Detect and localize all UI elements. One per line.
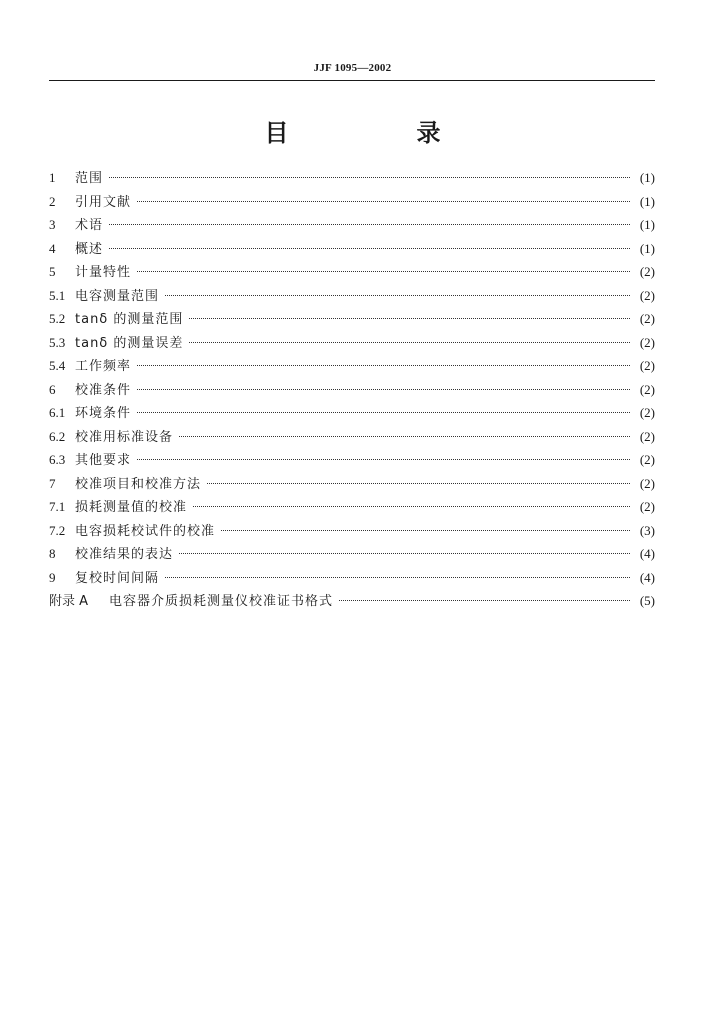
toc-entry-label: 电容器介质损耗测量仪校准证书格式 bbox=[109, 594, 334, 609]
toc-entry-label: 复校时间间隔 bbox=[75, 570, 160, 586]
toc-entry-page: (1) bbox=[639, 240, 655, 256]
toc-entry-page: (2) bbox=[639, 311, 655, 326]
toc-entry-page: (2) bbox=[639, 428, 655, 444]
toc-entry-page: (3) bbox=[639, 522, 655, 538]
toc-entry-page: (2) bbox=[639, 475, 655, 491]
dot-leader bbox=[207, 483, 630, 484]
toc-entry-label: 校准结果的表达 bbox=[75, 547, 174, 562]
toc-entry-page: (2) bbox=[639, 405, 655, 420]
toc-entry-number: 6.1 bbox=[49, 405, 66, 420]
dot-leader bbox=[109, 177, 630, 178]
toc-entry-number: 7.1 bbox=[49, 499, 66, 514]
toc-entry-page: (2) bbox=[639, 264, 655, 279]
dot-leader bbox=[137, 201, 630, 202]
toc-entry-number: 7.2 bbox=[49, 522, 66, 538]
toc-entry-number: 8 bbox=[49, 546, 56, 561]
toc-entry-6[interactable] bbox=[49, 378, 655, 402]
toc-entry-label: 范围 bbox=[75, 171, 104, 186]
dot-leader bbox=[137, 389, 630, 390]
toc-entry-label: 概述 bbox=[75, 241, 104, 257]
toc-entry-label: 环境条件 bbox=[75, 406, 132, 421]
toc-entry-page: (5) bbox=[639, 593, 655, 608]
toc-entry-2[interactable] bbox=[49, 190, 655, 214]
dot-leader bbox=[165, 295, 630, 296]
toc-entry-number: 2 bbox=[49, 193, 56, 209]
toc-entry-label: tanδ 的测量误差 bbox=[75, 335, 184, 351]
toc-entry-page: (4) bbox=[639, 546, 655, 561]
toc-entry-label: 引用文献 bbox=[75, 194, 132, 210]
toc-entry-6-3[interactable] bbox=[49, 448, 655, 472]
toc-entry-page: (1) bbox=[639, 193, 655, 209]
toc-entry-number: 3 bbox=[49, 217, 56, 232]
dot-leader bbox=[137, 271, 630, 272]
toc-entry-label: tanδ 的测量范围 bbox=[75, 312, 184, 327]
toc-entry-page: (2) bbox=[639, 358, 655, 373]
toc-entry-6-1[interactable] bbox=[49, 401, 655, 425]
toc-title: 目 录 bbox=[264, 119, 493, 147]
toc-entry-number: 6 bbox=[49, 381, 56, 397]
table-of-contents bbox=[49, 166, 655, 613]
toc-entry-number: 4 bbox=[49, 240, 56, 256]
toc-entry-7[interactable] bbox=[49, 472, 655, 496]
toc-entry-page: (1) bbox=[639, 170, 655, 185]
toc-entry-5[interactable] bbox=[49, 260, 655, 284]
dot-leader bbox=[221, 530, 630, 531]
toc-entry-5-2[interactable] bbox=[49, 307, 655, 331]
toc-entry-number: 1 bbox=[49, 170, 56, 185]
toc-entry-page: (2) bbox=[639, 334, 655, 350]
toc-entry-1[interactable] bbox=[49, 166, 655, 190]
dot-leader bbox=[193, 506, 630, 507]
toc-entry-page: (2) bbox=[639, 499, 655, 514]
toc-entry-label: 术语 bbox=[75, 218, 104, 233]
toc-entry-label: 其他要求 bbox=[75, 453, 132, 468]
toc-entry-label: 电容损耗校试件的校准 bbox=[75, 523, 216, 539]
toc-entry-page: (2) bbox=[639, 287, 655, 303]
dot-leader bbox=[137, 365, 630, 366]
toc-entry-7-1[interactable] bbox=[49, 495, 655, 519]
toc-entry-5-4[interactable] bbox=[49, 354, 655, 378]
toc-entry-label: 计量特性 bbox=[75, 265, 132, 280]
toc-entry-label: 电容测量范围 bbox=[75, 288, 160, 304]
toc-entry-4[interactable] bbox=[49, 237, 655, 261]
toc-entry-6-2[interactable] bbox=[49, 425, 655, 449]
document-code: JJF 1095—2002 bbox=[313, 62, 392, 74]
dot-leader bbox=[339, 600, 630, 601]
toc-entry-8[interactable] bbox=[49, 542, 655, 566]
dot-leader bbox=[189, 342, 630, 343]
toc-entry-label: 校准条件 bbox=[75, 382, 132, 398]
dot-leader bbox=[165, 577, 630, 578]
toc-entry-number: 7 bbox=[49, 475, 56, 491]
dot-leader bbox=[109, 224, 630, 225]
toc-entry-page: (1) bbox=[639, 217, 655, 232]
toc-entry-number: 6.3 bbox=[49, 452, 66, 467]
toc-entry-label: 校准用标准设备 bbox=[75, 429, 174, 445]
dot-leader bbox=[179, 436, 630, 437]
toc-entry-number: 6.2 bbox=[49, 428, 66, 444]
toc-entry-number: 9 bbox=[49, 569, 56, 585]
toc-entry-page: (4) bbox=[639, 569, 655, 585]
toc-entry-number: 5 bbox=[49, 264, 56, 279]
toc-entry-label: 工作频率 bbox=[75, 359, 132, 374]
toc-entry-7-2[interactable] bbox=[49, 519, 655, 543]
toc-entry-page: (2) bbox=[639, 452, 655, 467]
toc-entry-9[interactable] bbox=[49, 566, 655, 590]
dot-leader bbox=[109, 248, 630, 249]
toc-entry-3[interactable] bbox=[49, 213, 655, 237]
dot-leader bbox=[189, 318, 630, 319]
toc-entry-number: 5.3 bbox=[49, 334, 66, 350]
toc-entry-page: (2) bbox=[639, 381, 655, 397]
dot-leader bbox=[179, 553, 630, 554]
dot-leader bbox=[137, 459, 630, 460]
toc-entry-number: 5.2 bbox=[49, 311, 66, 326]
header-rule bbox=[49, 80, 655, 81]
toc-entry-number: 5.4 bbox=[49, 358, 66, 373]
toc-entry-number: 附录 A bbox=[49, 594, 89, 609]
toc-entry-number: 5.1 bbox=[49, 287, 66, 303]
toc-entry-label: 校准项目和校准方法 bbox=[75, 476, 202, 492]
toc-entry-label: 损耗测量值的校准 bbox=[75, 500, 188, 515]
toc-entry-appendix-a[interactable] bbox=[49, 589, 655, 613]
toc-entry-5-3[interactable] bbox=[49, 331, 655, 355]
dot-leader bbox=[137, 412, 630, 413]
toc-entry-5-1[interactable] bbox=[49, 284, 655, 308]
